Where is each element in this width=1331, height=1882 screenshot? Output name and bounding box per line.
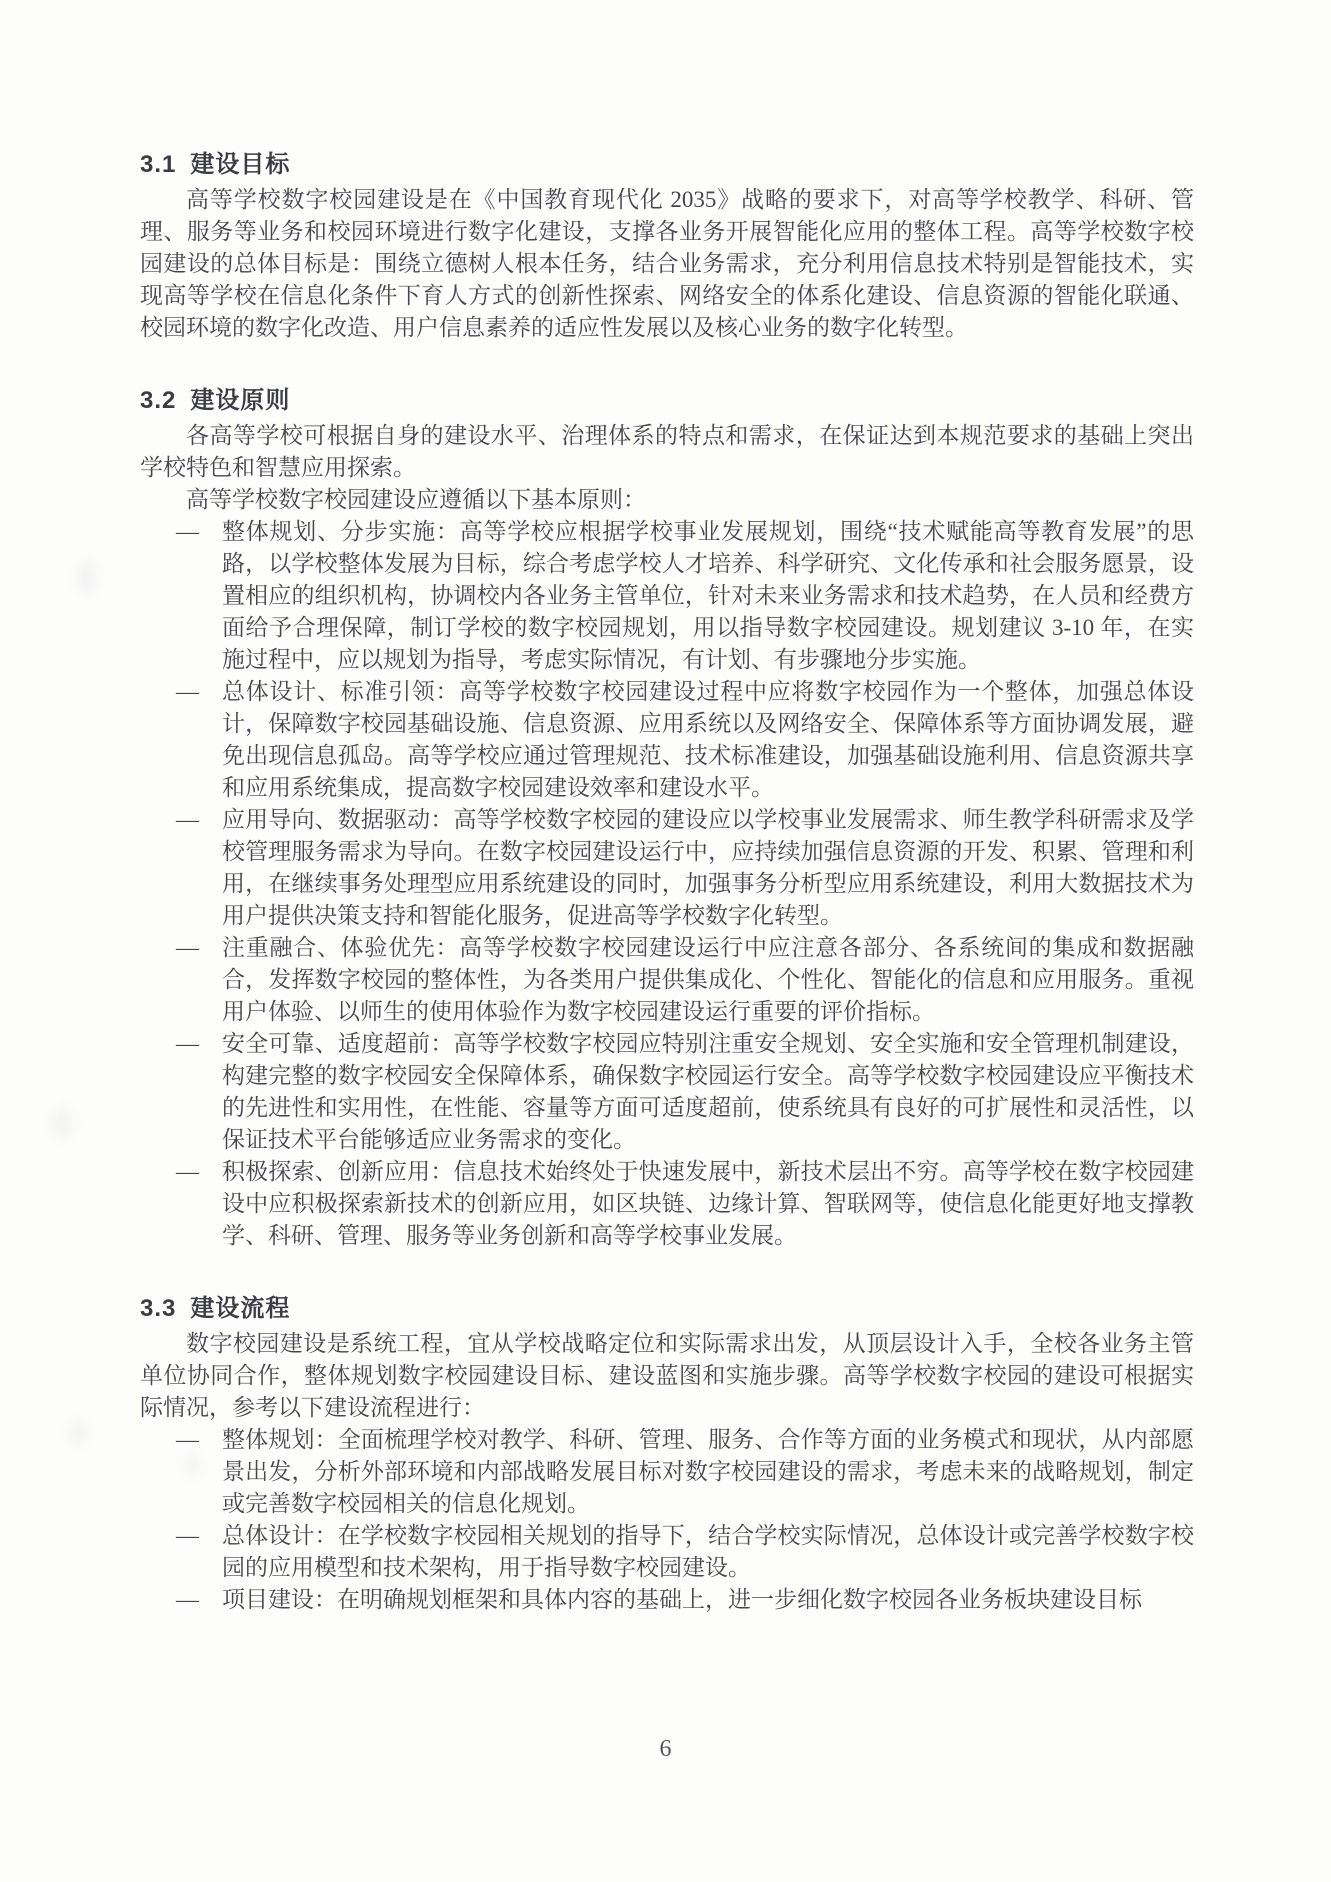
list-item: [140, 1424, 1194, 1520]
dash-marker: —: [176, 1587, 199, 1612]
list-item: [140, 932, 1194, 1028]
list-item-text: 总体设计：在学校数字校园相关规划的指导下，结合学校实际情况，总体设计或完善学校数字校园的应用模型和技术架构，用于指导数字校园建设。: [222, 1523, 1194, 1580]
page-number: 6: [659, 1736, 672, 1762]
paragraph: 高等学校数字校园建设应遵循以下基本原则：: [186, 487, 646, 512]
dash-marker: —: [176, 1427, 199, 1452]
section-construction-goals: [140, 148, 1194, 344]
list-item-text: 项目建设：在明确规划框架和具体内容的基础上，进一步细化数字校园各业务板块建设目标: [222, 1587, 1142, 1612]
dash-marker: —: [176, 1031, 199, 1056]
dash-marker: —: [176, 807, 199, 832]
list-item: [140, 1156, 1194, 1252]
list-item: [140, 804, 1194, 932]
scan-smudge: [70, 1420, 86, 1446]
section-heading: [140, 1292, 1194, 1326]
paragraph: 数字校园建设是系统工程，宜从学校战略定位和实际需求出发，从顶层设计入手，全校各业务主管单位协同合作，整体规划数字校园建设目标、建设蓝图和实施步骤。高等学校数字校园的建设可根据实际情况，参考以下建设流程进行：: [140, 1331, 1194, 1420]
dash-marker: —: [176, 519, 199, 544]
document-body: [140, 148, 1194, 1616]
list-item: [140, 516, 1194, 676]
principle-list: [140, 516, 1194, 1252]
section-heading: [140, 384, 1194, 418]
list-item: [140, 676, 1194, 804]
list-item-text: 整体规划：全面梳理学校对教学、科研、管理、服务、合作等方面的业务模式和现状，从内部愿景出发，分析外部环境和内部战略发展目标对数字校园建设的需求，考虑未来的战略规划，制定或完善数字校园相关的信息化规划。: [222, 1427, 1194, 1516]
list-item-text: 注重融合、体验优先：高等学校数字校园建设运行中应注意各部分、各系统间的集成和数据融合，发挥数字校园的整体性，为各类用户提供集成化、个性化、智能化的信息和应用服务。重视用户体验、以师生的使用体验作为数字校园建设运行重要的评价指标。: [222, 935, 1194, 1024]
list-item-text: 应用导向、数据驱动：高等学校数字校园的建设应以学校事业发展需求、师生教学科研需求及学校管理服务需求为导向。在数字校园建设运行中，应持续加强信息资源的开发、积累、管理和利用，在继续事务处理型应用系统建设的同时，加强事务分析型应用系统建设，利用大数据技术为用户提供决策支持和智能化服务，促进高等学校数字化转型。: [222, 807, 1194, 928]
section-title: 建设原则: [190, 387, 291, 414]
section-title: 建设流程: [190, 1295, 291, 1322]
list-item: [140, 1520, 1194, 1584]
dash-marker: —: [176, 679, 199, 704]
paragraph: 高等学校数字校园建设是在《中国教育现代化 2035》战略的要求下，对高等学校教学、科研、管理、服务等业务和校园环境进行数字化建设，支撑各业务开展智能化应用的整体工程。高等学校数字校园建设的总体目标是：围绕立德树人根本任务，结合业务需求，充分利用信息技术特别是智能技术，实现高等学校在信息化条件下育人方式的创新性探索、网络安全的体系化建设、信息资源的智能化联通、校园环境的数字化改造、用户信息素养的适应性发展以及核心业务的数字化转型。: [140, 187, 1194, 340]
dash-marker: —: [176, 935, 199, 960]
scan-smudge: [78, 560, 96, 594]
section-number: 3.3: [140, 1295, 177, 1322]
section-number: 3.2: [140, 387, 177, 414]
list-item: [140, 1584, 1194, 1616]
section-construction-process: [140, 1292, 1194, 1616]
process-list: [140, 1424, 1194, 1616]
section-number: 3.1: [140, 151, 177, 178]
list-item-text: 积极探索、创新应用：信息技术始终处于快速发展中，新技术层出不穷。高等学校在数字校园建设中应积极探索新技术的创新应用，如区块链、边缘计算、智联网等，使信息化能更好地支撑教学、科研、管理、服务等业务创新和高等学校事业发展。: [222, 1159, 1194, 1248]
dash-marker: —: [176, 1523, 199, 1548]
section-title: 建设目标: [190, 151, 291, 178]
scan-smudge: [52, 1108, 72, 1138]
list-item-text: 总体设计、标准引领：高等学校数字校园建设过程中应将数字校园作为一个整体，加强总体设计，保障数字校园基础设施、信息资源、应用系统以及网络安全、保障体系等方面协调发展，避免出现信息孤岛。高等学校应通过管理规范、技术标准建设，加强基础设施利用、信息资源共享和应用系统集成，提高数字校园建设效率和建设水平。: [222, 679, 1194, 800]
section-heading: [140, 148, 1194, 182]
list-item: [140, 1028, 1194, 1156]
section-construction-principles: [140, 384, 1194, 1252]
list-item-text: 安全可靠、适度超前：高等学校数字校园应特别注重安全规划、安全实施和安全管理机制建设，构建完整的数字校园安全保障体系，确保数字校园运行安全。高等学校数字校园建设应平衡技术的先进性和实用性，在性能、容量等方面可适度超前，使系统具有良好的可扩展性和灵活性，以保证技术平台能够适应业务需求的变化。: [222, 1031, 1194, 1152]
paragraph: 各高等学校可根据自身的建设水平、治理体系的特点和需求，在保证达到本规范要求的基础上突出学校特色和智慧应用探索。: [140, 423, 1194, 480]
dash-marker: —: [176, 1159, 199, 1184]
list-item-text: 整体规划、分步实施：高等学校应根据学校事业发展规划，围绕“技术赋能高等教育发展”的思路，以学校整体发展为目标，综合考虑学校人才培养、科学研究、文化传承和社会服务愿景，设置相应的组织机构，协调校内各业务主管单位，针对未来业务需求和技术趋势，在人员和经费方面给予合理保障，制订学校的数字校园规划，用以指导数字校园建设。规划建议 3-10 年，在实施过程中，应以规划为指导，考虑实际情况，有计划、有步骤地分步实施。: [222, 519, 1194, 672]
